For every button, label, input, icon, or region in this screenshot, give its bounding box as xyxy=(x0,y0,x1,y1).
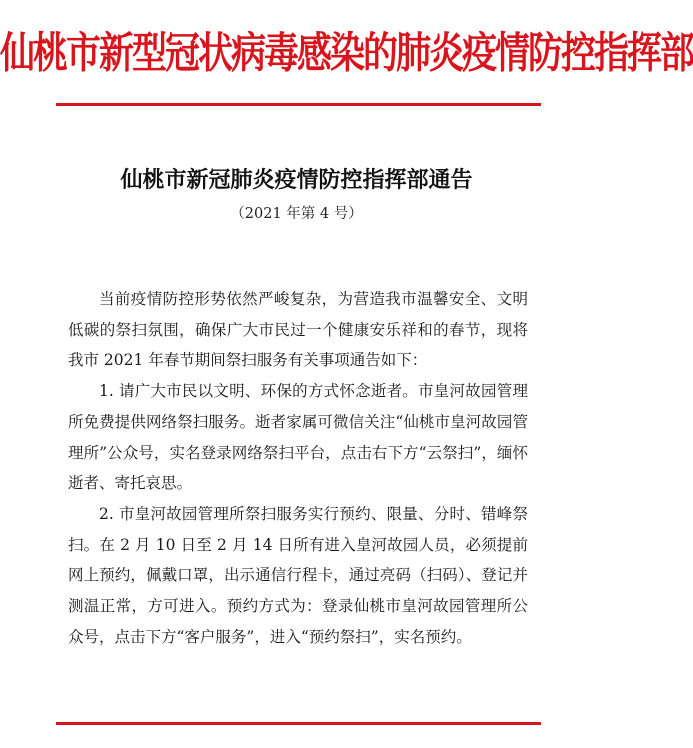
paragraph-intro: 当前疫情防控形势依然严峻复杂，为营造我市温馨安全、文明低碳的祭扫氛围，确保广大市民过一个健康安乐祥和的春节，现将我市 2021 年春节期间祭扫服务有关事项通告如下： xyxy=(68,290,528,370)
notice-body xyxy=(68,284,528,652)
footer-red-rule xyxy=(56,722,541,725)
masthead-title: 仙桃市新型冠状病毒感染的肺炎疫情防控指挥部 xyxy=(0,28,693,79)
notice-title: 仙桃市新冠肺炎疫情防控指挥部通告 xyxy=(120,167,473,193)
notice-number: （2021 年第 4 号） xyxy=(230,206,363,222)
paragraph-item-2: 2. 市皇河故园管理所祭扫服务实行预约、限量、分时、错峰祭扫。在 2 月 10 日至 2 月 14 日所有进入皇河故园人员，必须提前网上预约，佩戴口罩，出示通信行程卡，通过亮码（扫码）、登记并测温正常，方可进入。预约方式为：登录仙桃市皇河故园管理所公众号，点击下方“客户服务”，进入“预约祭扫”，实名预约。 xyxy=(68,504,528,646)
paragraph-item-1: 1. 请广大市民以文明、环保的方式怀念逝者。市皇河故园管理所免费提供网络祭扫服务。逝者家属可微信关注“仙桃市皇河故园管理所”公众号，实名登录网络祭扫平台，点击右下方“云祭扫”，缅怀逝者、寄托哀思。 xyxy=(68,382,528,493)
masthead-red-rule xyxy=(56,103,541,106)
